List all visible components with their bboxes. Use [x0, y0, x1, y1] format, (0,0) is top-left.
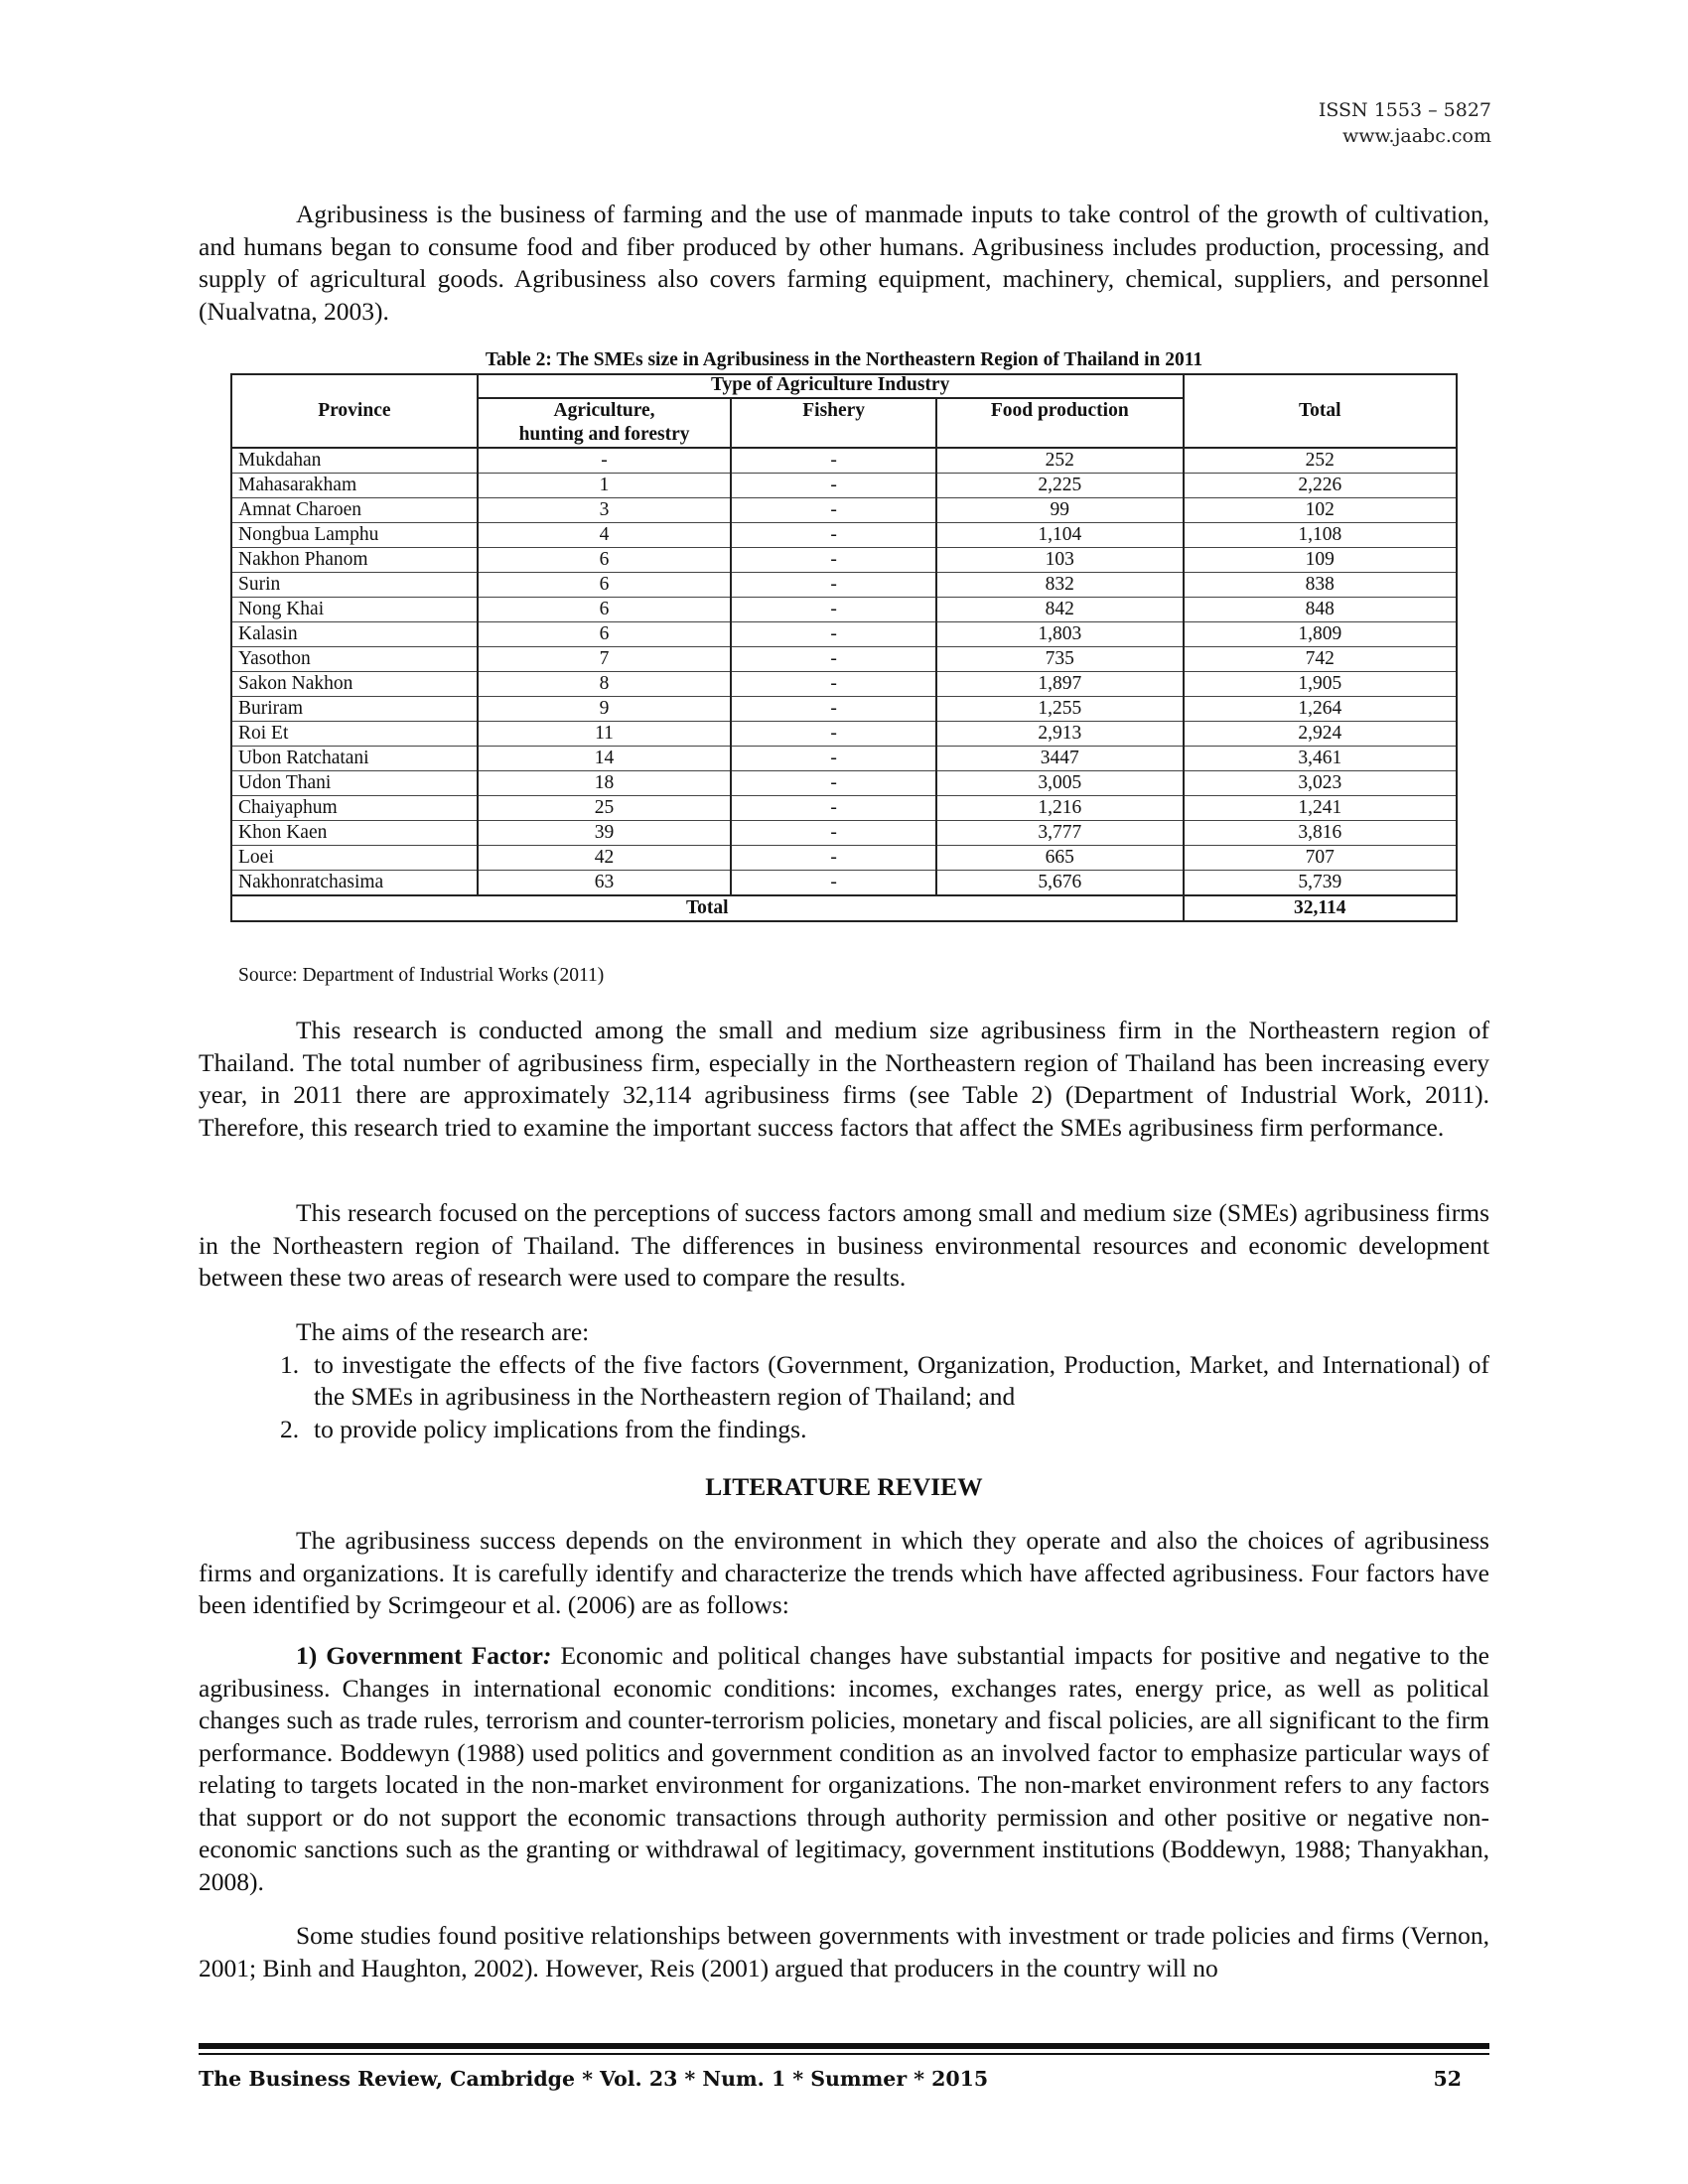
cell-fishery: - [731, 622, 936, 647]
cell-province: Roi Et [231, 722, 478, 747]
intro-paragraph: Agribusiness is the business of farming and the use of manmade inputs to take control of the growth of cultivation, and humans began to consume food and fiber produced by other humans. Agribusiness includes production, processing, and supply of agricultural goods. Agribusiness also covers farming equipment, machinery, chemical, suppliers, and personnel (Nualvatna, 2003). [199, 200, 1489, 326]
cell-agriculture: 4 [478, 523, 732, 548]
table-row [231, 821, 1457, 846]
cell-total: 1,108 [1184, 523, 1457, 548]
cell-province: Mahasarakham [231, 474, 478, 498]
cell-fishery: - [731, 672, 936, 697]
cell-total: 3,023 [1184, 771, 1457, 796]
cell-province: Nakhonratchasima [231, 871, 478, 896]
table-row [231, 871, 1457, 896]
cell-province: Mukdahan [231, 448, 478, 474]
cell-fishery: - [731, 647, 936, 672]
cell-fishery: - [731, 697, 936, 722]
cell-total: 102 [1184, 498, 1457, 523]
header-agriculture-line2: hunting and forestry [518, 424, 690, 445]
cell-province: Surin [231, 573, 478, 598]
cell-province: Kalasin [231, 622, 478, 647]
focus-section [199, 1197, 1489, 1295]
header-province: Province [231, 374, 478, 448]
aims-list-item [199, 1349, 1489, 1414]
header-food-production: Food production [936, 398, 1184, 448]
table-row [231, 846, 1457, 871]
cell-total: 3,816 [1184, 821, 1457, 846]
cell-fishery: - [731, 448, 936, 474]
page-header [1319, 97, 1491, 149]
cell-province: Buriram [231, 697, 478, 722]
aims-item-number: 2. [280, 1414, 300, 1443]
cell-fishery: - [731, 722, 936, 747]
table-row [231, 548, 1457, 573]
cell-food-production: 2,225 [936, 474, 1184, 498]
cell-total: 742 [1184, 647, 1457, 672]
aims-item-text: to provide policy implications from the findings. [314, 1414, 807, 1443]
cell-province: Ubon Ratchatani [231, 747, 478, 771]
cell-total: 2,924 [1184, 722, 1457, 747]
aims-list-item [199, 1414, 1489, 1446]
table-row [231, 672, 1457, 697]
footer-journal: The Business Review, Cambridge * Vol. 23 * Num. 1 * Summer * 2015 [199, 2067, 989, 2091]
cell-total: 2,226 [1184, 474, 1457, 498]
cell-total: 707 [1184, 846, 1457, 871]
agribusiness-section [199, 1525, 1489, 1622]
table-row [231, 796, 1457, 821]
cell-food-production: 665 [936, 846, 1184, 871]
cell-fishery: - [731, 573, 936, 598]
table-row [231, 747, 1457, 771]
aims-item-text: to investigate the effects of the five factors (Government, Organization, Production, Market, and International) of the SMEs in agribusiness in the Northeastern region of Thailand; and [314, 1349, 1489, 1411]
cell-agriculture: 1 [478, 474, 732, 498]
cell-food-production: 735 [936, 647, 1184, 672]
header-fishery: Fishery [731, 398, 936, 448]
cell-agriculture: 39 [478, 821, 732, 846]
table-row [231, 598, 1457, 622]
cell-province: Loei [231, 846, 478, 871]
cell-fishery: - [731, 598, 936, 622]
smes-table [230, 373, 1458, 922]
cell-province: Yasothon [231, 647, 478, 672]
studies-paragraph: Some studies found positive relationships between governments with investment or trade policies and firms (Vernon, 2001; Binh and Haughton, 2002). However, Reis (2001) argued that producers in the country will no [199, 1921, 1489, 1982]
cell-total: 3,461 [1184, 747, 1457, 771]
table-row [231, 647, 1457, 672]
table-row [231, 722, 1457, 747]
cell-food-production: 103 [936, 548, 1184, 573]
header-agriculture [478, 398, 732, 448]
cell-total: 1,264 [1184, 697, 1457, 722]
cell-food-production: 3,005 [936, 771, 1184, 796]
cell-total: 252 [1184, 448, 1457, 474]
cell-food-production: 5,676 [936, 871, 1184, 896]
footer-rule-thick [199, 2043, 1489, 2049]
government-factor-colon: : [542, 1641, 552, 1670]
cell-food-production: 252 [936, 448, 1184, 474]
cell-fishery: - [731, 523, 936, 548]
cell-fishery: - [731, 821, 936, 846]
cell-province: Amnat Charoen [231, 498, 478, 523]
cell-province: Sakon Nakhon [231, 672, 478, 697]
studies-section [199, 1920, 1489, 1984]
cell-province: Chaiyaphum [231, 796, 478, 821]
table-row [231, 573, 1457, 598]
issn-text: ISSN 1553 – 5827 [1318, 99, 1491, 121]
cell-agriculture: 63 [478, 871, 732, 896]
cell-total: 1,241 [1184, 796, 1457, 821]
cell-food-production: 832 [936, 573, 1184, 598]
cell-food-production: 1,803 [936, 622, 1184, 647]
aims-list [199, 1349, 1489, 1446]
cell-fishery: - [731, 474, 936, 498]
cell-fishery: - [731, 871, 936, 896]
cell-fishery: - [731, 846, 936, 871]
table-row [231, 498, 1457, 523]
header-agriculture-line1: Agriculture, [553, 400, 655, 421]
cell-food-production: 3447 [936, 747, 1184, 771]
cell-food-production: 1,897 [936, 672, 1184, 697]
cell-total: 1,809 [1184, 622, 1457, 647]
cell-province: Nakhon Phanom [231, 548, 478, 573]
cell-agriculture: 11 [478, 722, 732, 747]
cell-agriculture: 42 [478, 846, 732, 871]
footer-rule-thin [199, 2053, 1489, 2055]
cell-agriculture: - [478, 448, 732, 474]
cell-agriculture: 6 [478, 573, 732, 598]
header-type-of-industry: Type of Agriculture Industry [478, 374, 1184, 398]
table-row [231, 697, 1457, 722]
table-row [231, 448, 1457, 474]
cell-total: 5,739 [1184, 871, 1457, 896]
cell-food-production: 1,104 [936, 523, 1184, 548]
cell-food-production: 99 [936, 498, 1184, 523]
cell-total: 848 [1184, 598, 1457, 622]
table-row [231, 771, 1457, 796]
cell-province: Udon Thani [231, 771, 478, 796]
cell-total: 109 [1184, 548, 1457, 573]
focus-paragraph: This research focused on the perceptions of success factors among small and medium size (SMEs) agribusiness firms in the Northeastern region of Thailand. The differences in business environmental resources and economic development between these two areas of research were used to compare the results. [199, 1198, 1489, 1292]
table-body [231, 448, 1457, 895]
section-heading-literature-review: LITERATURE REVIEW [705, 1472, 983, 1501]
agribusiness-paragraph: The agribusiness success depends on the environment in which they operate and also the choices of agribusiness firms and organizations. It is carefully identify and characterize the trends which have affected agribusiness. Four factors have been identified by Scrimgeour et al. (2006) are as follows: [199, 1526, 1489, 1619]
cell-food-production: 2,913 [936, 722, 1184, 747]
government-factor-paragraph [199, 1640, 1489, 1898]
cell-total: 1,905 [1184, 672, 1457, 697]
cell-agriculture: 6 [478, 548, 732, 573]
cell-agriculture: 6 [478, 598, 732, 622]
intro-section [199, 199, 1489, 328]
cell-agriculture: 18 [478, 771, 732, 796]
cell-agriculture: 9 [478, 697, 732, 722]
cell-province: Khon Kaen [231, 821, 478, 846]
cell-agriculture: 14 [478, 747, 732, 771]
cell-fishery: - [731, 498, 936, 523]
table-row [231, 622, 1457, 647]
cell-agriculture: 3 [478, 498, 732, 523]
table-source: Source: Department of Industrial Works (2011) [238, 965, 605, 986]
cell-food-production: 1,255 [936, 697, 1184, 722]
government-factor-section [199, 1640, 1489, 1898]
aims-section [199, 1316, 1489, 1445]
journal-url: www.jaabc.com [1341, 125, 1491, 147]
aims-item-number: 1. [280, 1349, 300, 1379]
cell-agriculture: 8 [478, 672, 732, 697]
table-row [231, 523, 1457, 548]
cell-agriculture: 7 [478, 647, 732, 672]
table-total-row [231, 895, 1457, 921]
cell-food-production: 1,216 [936, 796, 1184, 821]
cell-province: Nongbua Lamphu [231, 523, 478, 548]
table-row [231, 474, 1457, 498]
page-footer [199, 2065, 1462, 2093]
cell-total: 838 [1184, 573, 1457, 598]
table-caption: Table 2: The SMEs size in Agribusiness in the Northeastern Region of Thailand in 2011 [485, 349, 1203, 370]
cell-food-production: 842 [936, 598, 1184, 622]
government-factor-lead: 1) Government Factor [296, 1641, 543, 1670]
total-label: Total [231, 895, 1184, 921]
page-number: 52 [1433, 2067, 1462, 2091]
government-factor-text: Economic and political changes have substantial impacts for positive and negative to the agribusiness. Changes in international economic conditions: incomes, exchanges rates, energy price, as well as political changes such as trade rules, terrorism and counter-terrorism policies, monetary and fiscal policies, are all significant to the firm performance. Boddewyn (1988) used politics and government condition as an involved factor to emphasize particular ways of relating to targets located in the non-market environment for organizations. The non-market environment refers to any factors that support or do not support the economic transactions through authority permission and other positive or negative non-economic sanctions such as the granting or withdrawal of legitimacy, government institutions (Boddewyn, 1988; Thanyakhan, 2008). [199, 1641, 1489, 1896]
table-header-row [231, 374, 1457, 398]
research-section [199, 1015, 1489, 1144]
header-total: Total [1184, 374, 1457, 448]
research-paragraph: This research is conducted among the small and medium size agribusiness firm in the Northeastern region of Thailand. The total number of agribusiness firm, especially in the Northeastern region of Thailand has been increasing every year, in 2011 there are approximately 32,114 agribusiness firms (see Table 2) (Department of Industrial Work, 2011). Therefore, this research tried to examine the important success factors that affect the SMEs agribusiness firm performance. [199, 1016, 1489, 1142]
cell-province: Nong Khai [231, 598, 478, 622]
cell-fishery: - [731, 796, 936, 821]
cell-fishery: - [731, 771, 936, 796]
aims-intro: The aims of the research are: [296, 1317, 590, 1346]
cell-fishery: - [731, 747, 936, 771]
cell-agriculture: 25 [478, 796, 732, 821]
cell-agriculture: 6 [478, 622, 732, 647]
cell-food-production: 3,777 [936, 821, 1184, 846]
total-value: 32,114 [1184, 895, 1457, 921]
cell-fishery: - [731, 548, 936, 573]
